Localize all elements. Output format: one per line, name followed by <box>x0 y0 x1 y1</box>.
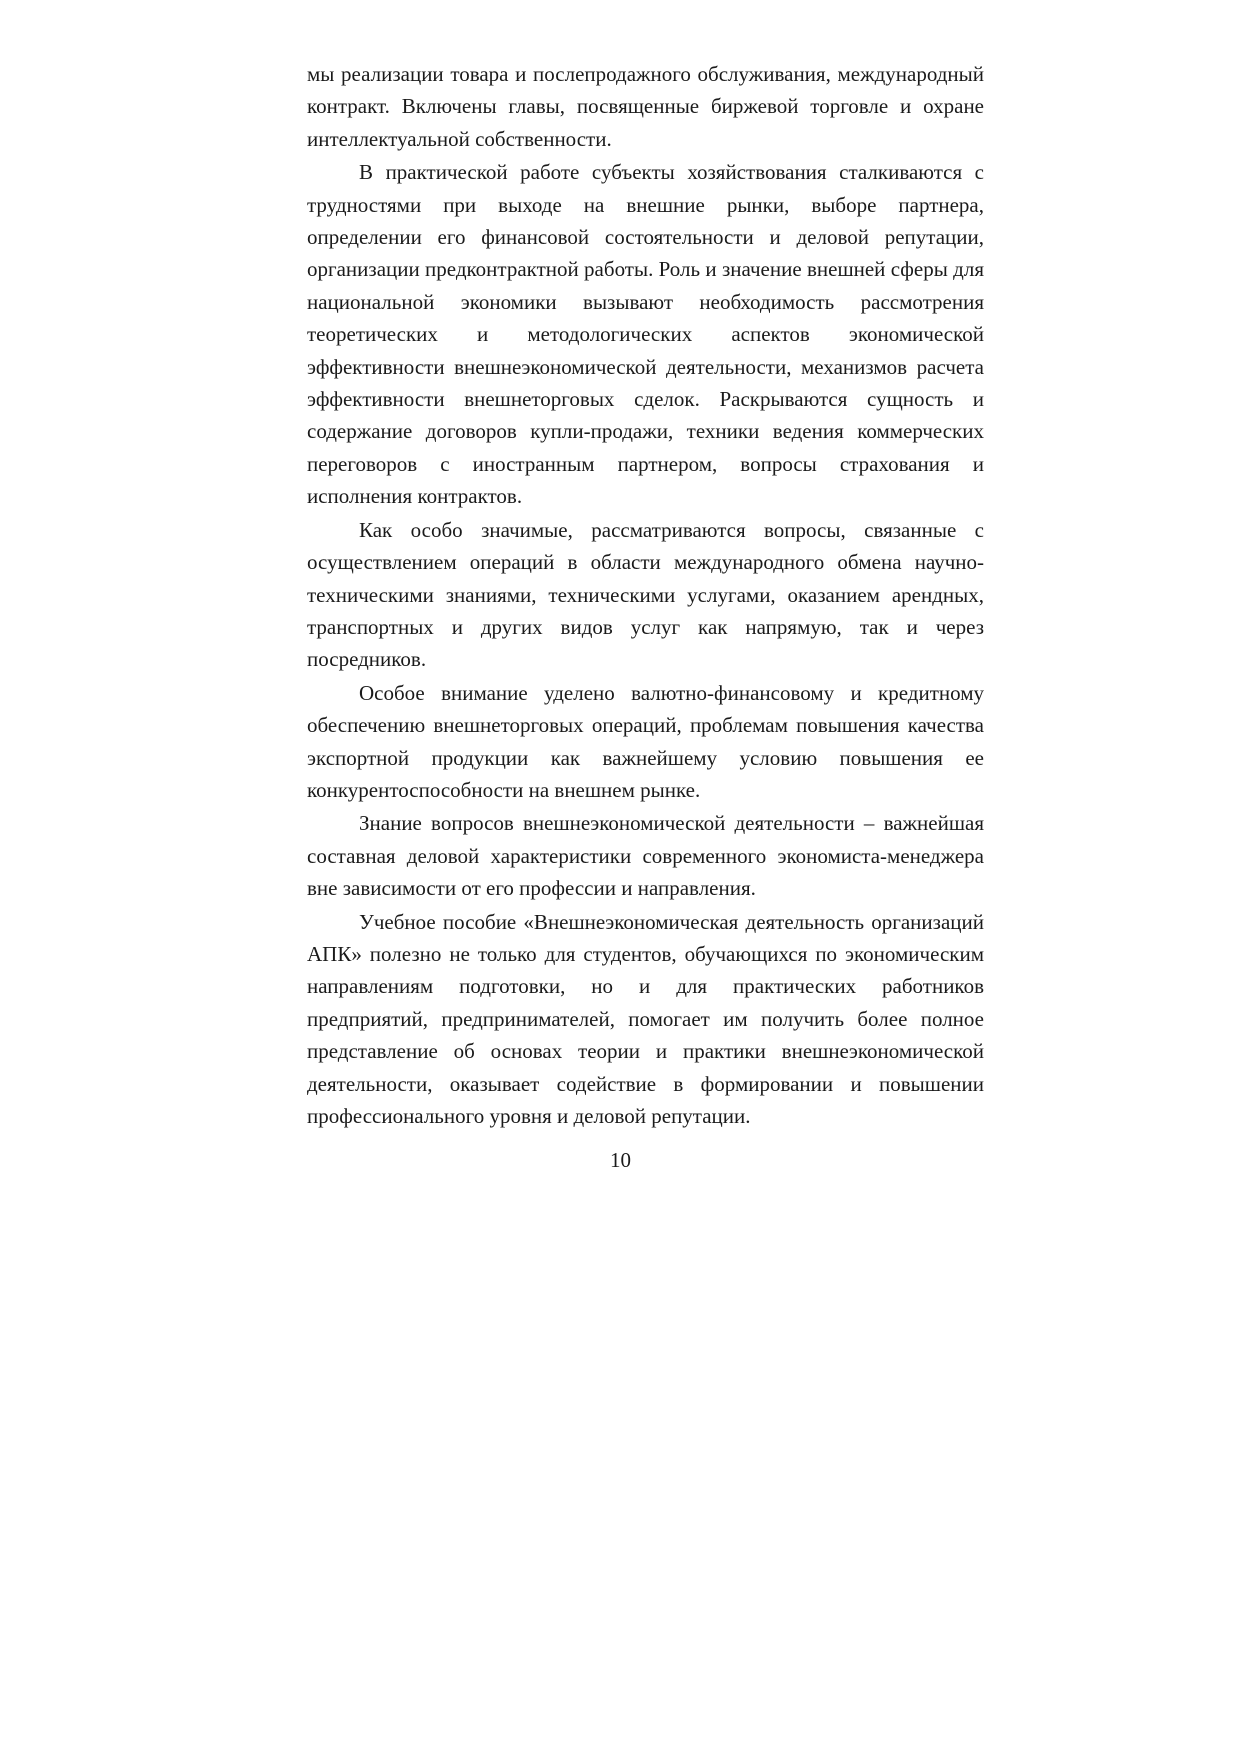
paragraph-international-exchange: Как особо значимые, рассматриваются вопросы, связанные с осуществлением операций в области международного обмена научно-техническими знаниями, техническими услугами, оказанием арендных, транспортных и других видов услуг как напрямую, так и через посредников. <box>307 517 984 672</box>
paragraph-continuation: мы реализации товара и послепродажного обслуживания, международный контракт. Включены главы, посвященные биржевой торговле и охране интеллектуальной собственности. <box>307 62 984 151</box>
paragraph-practical-work: В практической работе субъекты хозяйствования сталкиваются с трудностями при выходе на внешние рынки, выборе партнера, определении его финансовой состоятельности и деловой репутации, организации предконтрактной работы. Роль и значение внешней сферы для национальной экономики вызывают необходимость рассмотрения теоретических и методологических аспектов экономической эффективности внешнеэкономической деятельности, механизмов расчета эффективности внешнеторговых сделок. Раскрываются сущность и содержание договоров купли-продажи, техники ведения коммерческих переговоров с иностранным партнером, вопросы страхования и исполнения контрактов. <box>307 160 984 509</box>
paragraph-textbook: Учебное пособие «Внешнеэкономическая деятельность организаций АПК» полезно не только для студентов, обучающихся по экономическим направлениям подготовки, но и для практических работников предприятий, предпринимателей, помогает им получить более полное представление об основах теории и практики внешнеэкономической деятельности, оказывает содействие в формировании и повышении профессионального уровня и деловой репутации. <box>307 909 984 1128</box>
paragraph-knowledge: Знание вопросов внешнеэкономической деятельности – важнейшая составная деловой характеристики современного экономиста-менеджера вне зависимости от его профессии и направления. <box>307 811 984 901</box>
page-number: 10 <box>610 1148 631 1172</box>
body-text <box>307 58 984 1132</box>
paragraph-currency-financial: Особое внимание уделено валютно-финансовому и кредитному обеспечению внешнеторговых операций, проблемам повышения качества экспортной продукции как важнейшему условию повышения ее конкурентоспособности на внешнем рынке. <box>307 680 984 802</box>
